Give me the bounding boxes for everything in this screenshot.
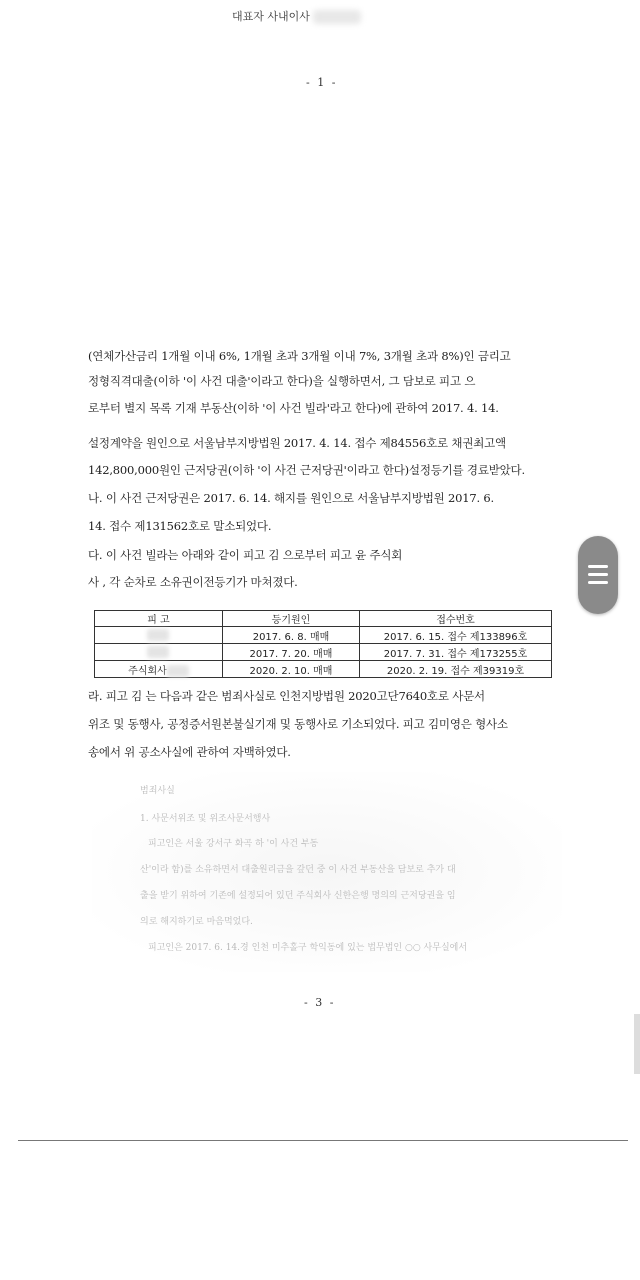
paragraph-line: 설정계약을 원인으로 서울남부지방법원 2017. 4. 14. 접수 제84556호로 채권최고액 [88,436,506,450]
paragraph-line: 사 , 각 순차로 소유권이전등기가 마쳐졌다. [88,575,298,589]
table-header: 등기원인 [222,611,359,627]
table-cell: 2017. 7. 31. 접수 제173255호 [360,644,552,661]
header-text: 대표자 사내이사 [232,10,310,23]
faded-line: 의로 해지하기로 마음먹었다. [140,917,253,927]
page-number-top: - 1 - [306,76,338,89]
table-cell: 2020. 2. 19. 접수 제39319호 [360,661,552,678]
paragraph-line: 142,800,000원인 근저당권(이하 '이 사건 근저당권'이라고 한다)설정등기를 경료받았다. [88,463,525,477]
faded-line: 출을 받기 위하여 기존에 설정되어 있던 주식회사 신한은행 명의의 근저당권을 임 [140,891,456,901]
table-cell: 2020. 2. 10. 매매 [222,661,359,678]
paragraph-line: 라. 피고 김 는 다음과 같은 범죄사실로 인천지방법원 2020고단7640호로 사문서 [88,689,485,703]
table-cell: 2017. 6. 15. 접수 제133896호 [360,627,552,644]
faded-line: 피고인은 서울 강서구 화곡 하 '이 사건 부동 [148,839,319,849]
table-cell [95,627,223,644]
table-header: 접수번호 [360,611,552,627]
handle-grip-icon [588,565,608,568]
divider [18,1140,628,1141]
redacted-name [147,629,169,641]
table-header: 피 고 [95,611,223,627]
paragraph-line: 송에서 위 공소사실에 관하여 자백하였다. [88,745,291,759]
page-number-bottom: - 3 - [304,996,336,1009]
paragraph-line: 14. 접수 제131562호로 말소되었다. [88,519,272,533]
paragraph-line: 다. 이 사건 빌라는 아래와 같이 피고 김 으로부터 피고 윤 주식회 [88,548,403,562]
table-cell: 2017. 7. 20. 매매 [222,644,359,661]
faded-subheading: 1. 사문서위조 및 위조사문서행사 [140,814,271,824]
handle-grip-icon [588,581,608,584]
paragraph-line: 위조 및 동행사, 공정증서원본불실기재 및 동행사로 기소되었다. 피고 김미영은 형사소 [88,717,508,731]
handle-grip-icon [588,573,608,576]
redacted-name [313,10,361,24]
faded-line: 피고인은 2017. 6. 14.경 인천 미추홀구 학익동에 있는 법무법인 ○○ 사무실에서 [148,943,468,953]
faded-heading: 범죄사실 [140,786,175,796]
table-cell: 주식회사 [95,661,223,678]
faded-line: 산'이라 함)를 소유하면서 대출원리금을 갚던 중 이 사건 부동산을 담보로 추가 대 [140,865,456,875]
table-row [95,661,552,678]
registration-table [94,610,552,678]
paragraph-line: (연체가산금리 1개월 이내 6%, 1개월 초과 3개월 이내 7%, 3개월 초과 8%)인 금리고 [88,349,511,363]
paragraph-line: 나. 이 사건 근저당권은 2017. 6. 14. 해지를 원인으로 서울남부지방법원 2017. 6. [88,491,494,505]
page-header [232,8,361,24]
table-row [95,627,552,644]
fast-scroll-handle[interactable] [578,536,618,614]
paragraph-line: 정형직격대출(이하 '이 사건 대출'이라고 한다)을 실행하면서, 그 담보로 피고 으 [88,374,476,388]
table-cell [95,644,223,661]
redacted-name [167,665,189,677]
table-row [95,644,552,661]
redacted-name [147,646,169,658]
paragraph-line: 로부터 별지 목록 기재 부동산(이하 '이 사건 빌라'라고 한다)에 관하여 2017. 4. 14. [88,401,499,415]
table-cell: 2017. 6. 8. 매매 [222,627,359,644]
page-edge-shadow [634,1014,640,1074]
table-header-row [95,611,552,627]
